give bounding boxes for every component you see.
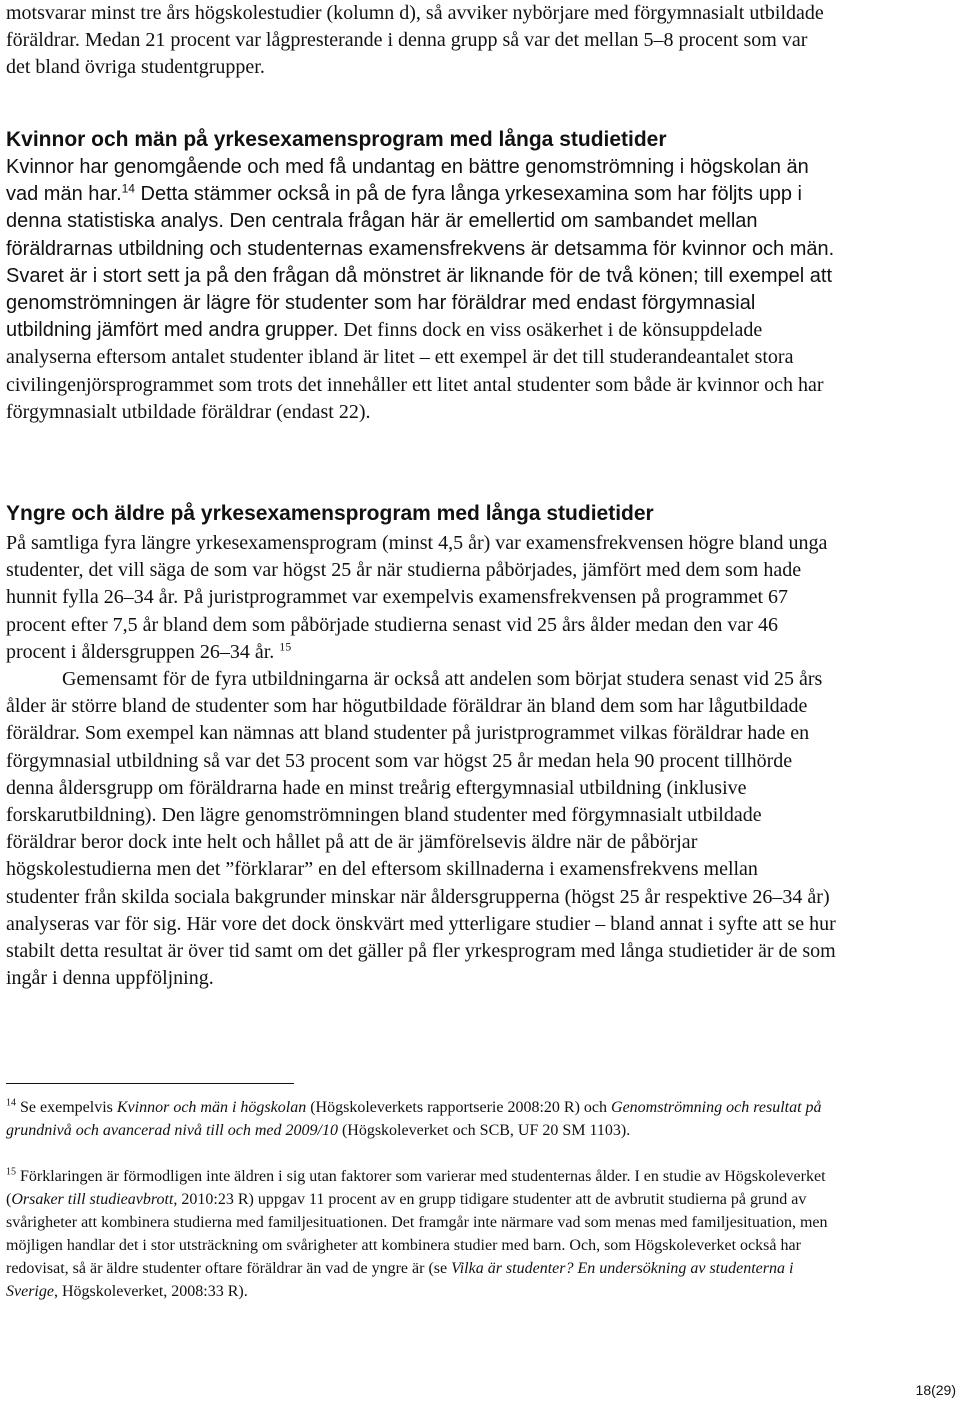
footnote-separator	[6, 1083, 294, 1084]
footnote-ref-14[interactable]: 14	[121, 181, 135, 196]
footnote-15-text-c: , Högskoleverket, 2008:33 R).	[53, 1283, 248, 1300]
footnote-15-number: 15	[6, 1166, 16, 1178]
footnote-ref-15[interactable]: 15	[279, 639, 292, 654]
gender-text-serif: Det finns dock en viss osäkerhet i de könsuppdelade analyserna eftersom antalet studenter ibland är litet – ett exempel är det till studerandeantalet stora civilingenjörsprogrammet som trots det innehåller ett litet antal studenter som både är kvinnor och har förgymnasialt utbildade föräldrar (endast 22).	[6, 319, 824, 423]
footnote-14-title-2: Genomströmning och resultat på grundnivå och avancerad nivå till och med 2009/10	[6, 1099, 822, 1139]
footnote-15-text-b: , 2010:23 R) uppgav 11 procent av en grupp tidigare studenter att de avbrutit studierna på grund av svårigheter att kombinera studierna med familjesituationen. Det framgår inte närmare vad som menas med familjesituation, men möjligen handlar det i stor utsträckning om svårigheter att kombinera studier med barn. Och, som Högskoleverket också har redovisat, så är äldre studenter oftare föräldrar än vad de yngre är (se	[6, 1191, 828, 1277]
gender-paragraph	[6, 154, 836, 426]
page-number: 18(29)	[915, 1382, 956, 1398]
gender-text-sans-a: Kvinnor har genomgående och med få undantag en bättre genomströmning i högskolan än vad män har.	[6, 156, 809, 206]
age-text-1: På samtliga fyra längre yrkesexamensprogram (minst 4,5 år) var examensfrekvensen högre bland unga studenter, det vill säga de som var högst 25 år när studierna påbörjades, jämfört med dem som hade hunnit fylla 26–34 år. På juristprogrammet var exempelvis examensfrekvensen på programmet 67 procent efter 7,5 år bland dem som påbörjade studierna senast vid 25 års ålder medan den var 46 procent i åldersgruppen 26–34 år.	[6, 532, 828, 663]
footnote-15-text-a: Förklaringen är förmodligen inte äldren i sig utan faktorer som varierar med studenternas ålder. I en studie av Högskoleverket (	[6, 1168, 826, 1208]
footnote-14	[6, 1096, 836, 1142]
footnote-14-number: 14	[6, 1097, 16, 1109]
footnote-14-text-c: (Högskoleverket och SCB, UF 20 SM 1103).	[337, 1122, 631, 1139]
footnote-15-title-2: Vilka är studenter? En undersökning av studenterna i Sverige	[6, 1260, 794, 1300]
section-heading-gender: Kvinnor och män på yrkesexamensprogram med långa studietider	[6, 128, 667, 151]
age-paragraph	[6, 530, 836, 992]
footnote-14-text-a: Se exempelvis	[16, 1099, 117, 1116]
section-heading-age: Yngre och äldre på yrkesexamensprogram med långa studietider	[6, 502, 654, 525]
intro-paragraph: motsvarar minst tre års högskolestudier (kolumn d), så avviker nybörjare med förgymnasialt utbildade föräldrar. Medan 21 procent var lågpresterande i denna grupp så var det mellan 5–8 procent som var det bland övriga studentgrupper.	[6, 2, 824, 79]
footnote-14-title-1: Kvinnor och män i högskolan	[116, 1099, 307, 1116]
gender-text-sans-b: Detta stämmer också in på de fyra långa yrkesexamina som har följts upp i denna statistiska analys. Den centrala frågan här är emellertid om sambandet mellan föräldrarnas utbildning och studenternas examensfrekvens är detsamma för kvinnor och män. Svaret är i stort sett ja på den frågan då mönstret är liknande för de två könen; till exempel att genomströmningen är lägre för studenter som har föräldrar med endast förgymnasial utbildning jämfört med andra grupper.	[6, 183, 835, 342]
age-text-2: Gemensamt för de fyra utbildningarna är också att andelen som börjat studera senast vid 25 års ålder är större bland de studenter som har högutbildade föräldrar än bland dem som har lågutbildade föräldrar. Som exempel kan nämnas att bland studenter på juristprogrammet vilkas föräldrar hade en förgymnasial utbildning så var det 53 procent som var högst 25 år medan hela 90 procent tillhörde denna åldersgrupp om föräldrarna hade en minst treårig eftergymnasial utbildning (inklusive forskarutbildning). Den lägre genomströmningen bland studenter med förgymnasialt utbildade föräldrar beror dock inte helt och hållet på att de är jämförelsevis äldre när de påbörjar högskolestudierna men det ”förklarar” en del eftersom skillnaderna i examensfrekvens mellan studenter från skilda sociala bakgrunder minskar när åldersgrupperna (högst 25 år respektive 26–34 år) analyseras var för sig. Här vore det dock önskvärt med ytterligare studier – bland annat i syfte att se hur stabilt detta resultat är över tid samt om det gäller på fler yrkesprogram med långa studietider är de som ingår i denna uppföljning.	[6, 668, 836, 990]
footnote-14-text-b: (Högskoleverkets rapportserie 2008:20 R) och	[306, 1099, 612, 1116]
footnote-15	[6, 1165, 836, 1303]
footnote-15-title-1: Orsaker till studieavbrott	[11, 1191, 174, 1208]
